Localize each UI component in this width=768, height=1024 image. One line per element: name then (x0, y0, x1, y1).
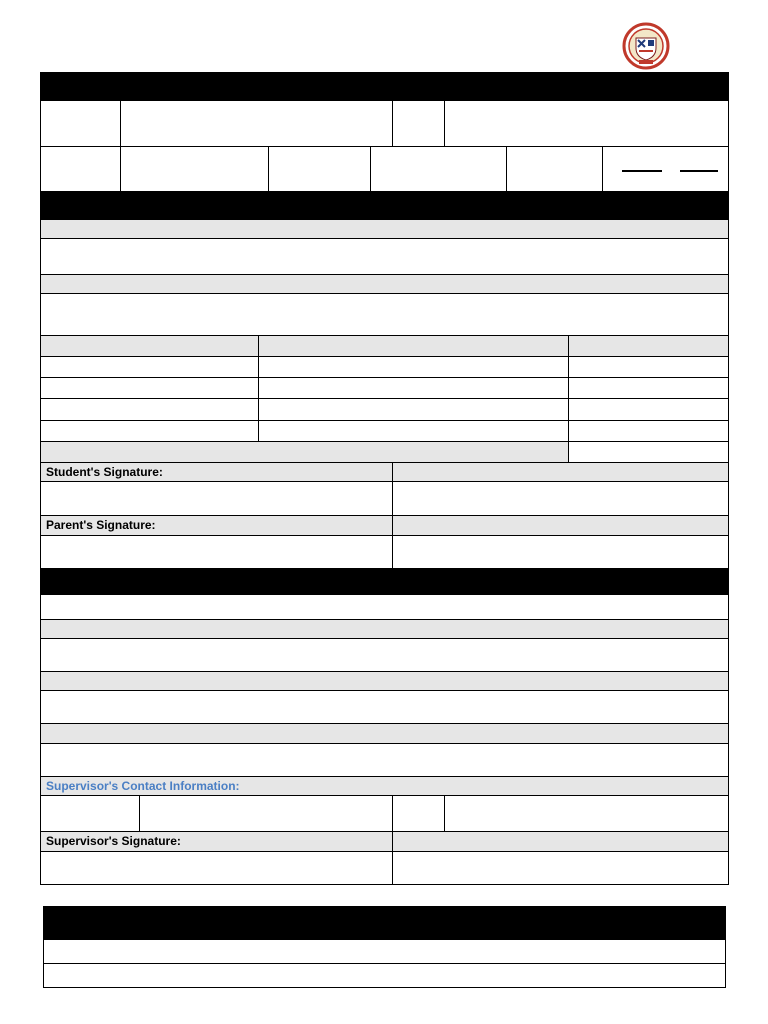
date-label-cell (392, 831, 729, 852)
parent-signature-date-field[interactable] (392, 535, 729, 569)
question-label-bar (40, 619, 729, 639)
parent-signature-field[interactable] (40, 535, 393, 569)
table-cell[interactable] (258, 398, 569, 421)
answer-field[interactable] (40, 594, 729, 620)
supervisor-signature-label: Supervisor's Signature: (40, 831, 393, 852)
table-cell[interactable] (258, 356, 569, 378)
table-header-cell (568, 335, 729, 357)
school-seal-icon (622, 22, 670, 70)
student-name-field[interactable] (120, 100, 393, 147)
table-cell[interactable] (258, 420, 569, 442)
answer-field[interactable] (40, 293, 729, 336)
supervisor-name-field[interactable] (139, 795, 393, 832)
table-total-label-cell (40, 441, 569, 463)
table-cell[interactable] (258, 377, 569, 399)
table-cell[interactable] (568, 420, 729, 442)
info-field[interactable] (370, 146, 507, 192)
table-cell[interactable] (568, 356, 729, 378)
answer-field[interactable] (40, 238, 729, 275)
field-label-cell (40, 100, 121, 147)
fill-in-line (622, 170, 662, 172)
supervisor-contact-label: Supervisor's Contact Information: (40, 776, 729, 796)
info-field[interactable] (120, 146, 269, 192)
table-cell[interactable] (40, 356, 259, 378)
table-cell[interactable] (40, 398, 259, 421)
info-field[interactable] (444, 100, 729, 147)
field-label-cell (392, 795, 445, 832)
section-header-bar (40, 568, 729, 594)
info-field[interactable] (602, 146, 729, 192)
supervisor-signature-date-field[interactable] (392, 851, 729, 885)
answer-field[interactable] (40, 638, 729, 672)
table-cell[interactable] (568, 398, 729, 421)
section-header-bar (43, 906, 726, 940)
table-cell[interactable] (40, 420, 259, 442)
office-use-field[interactable] (43, 963, 726, 988)
table-cell[interactable] (40, 377, 259, 399)
office-use-field[interactable] (43, 939, 726, 964)
field-label-cell (40, 146, 121, 192)
question-label-bar (40, 219, 729, 239)
answer-field[interactable] (40, 743, 729, 777)
supervisor-contact-field[interactable] (444, 795, 729, 832)
student-signature-field[interactable] (40, 481, 393, 516)
field-label-cell (506, 146, 603, 192)
table-cell[interactable] (568, 377, 729, 399)
question-label-bar (40, 671, 729, 691)
supervisor-signature-field[interactable] (40, 851, 393, 885)
parent-signature-label: Parent's Signature: (40, 515, 393, 536)
field-label-cell (392, 100, 445, 147)
question-label-bar (40, 723, 729, 744)
fill-in-line (680, 170, 718, 172)
student-signature-date-field[interactable] (392, 481, 729, 516)
section-header-bar (40, 72, 729, 101)
question-label-bar (40, 274, 729, 294)
section-header-bar (40, 191, 729, 219)
date-label-cell (392, 515, 729, 536)
table-total-value-cell[interactable] (568, 441, 729, 463)
answer-field[interactable] (40, 690, 729, 724)
table-header-cell (258, 335, 569, 357)
field-label-cell (40, 795, 140, 832)
student-signature-label: Student's Signature: (40, 462, 393, 482)
table-header-cell (40, 335, 259, 357)
field-label-cell (268, 146, 371, 192)
date-label-cell (392, 462, 729, 482)
